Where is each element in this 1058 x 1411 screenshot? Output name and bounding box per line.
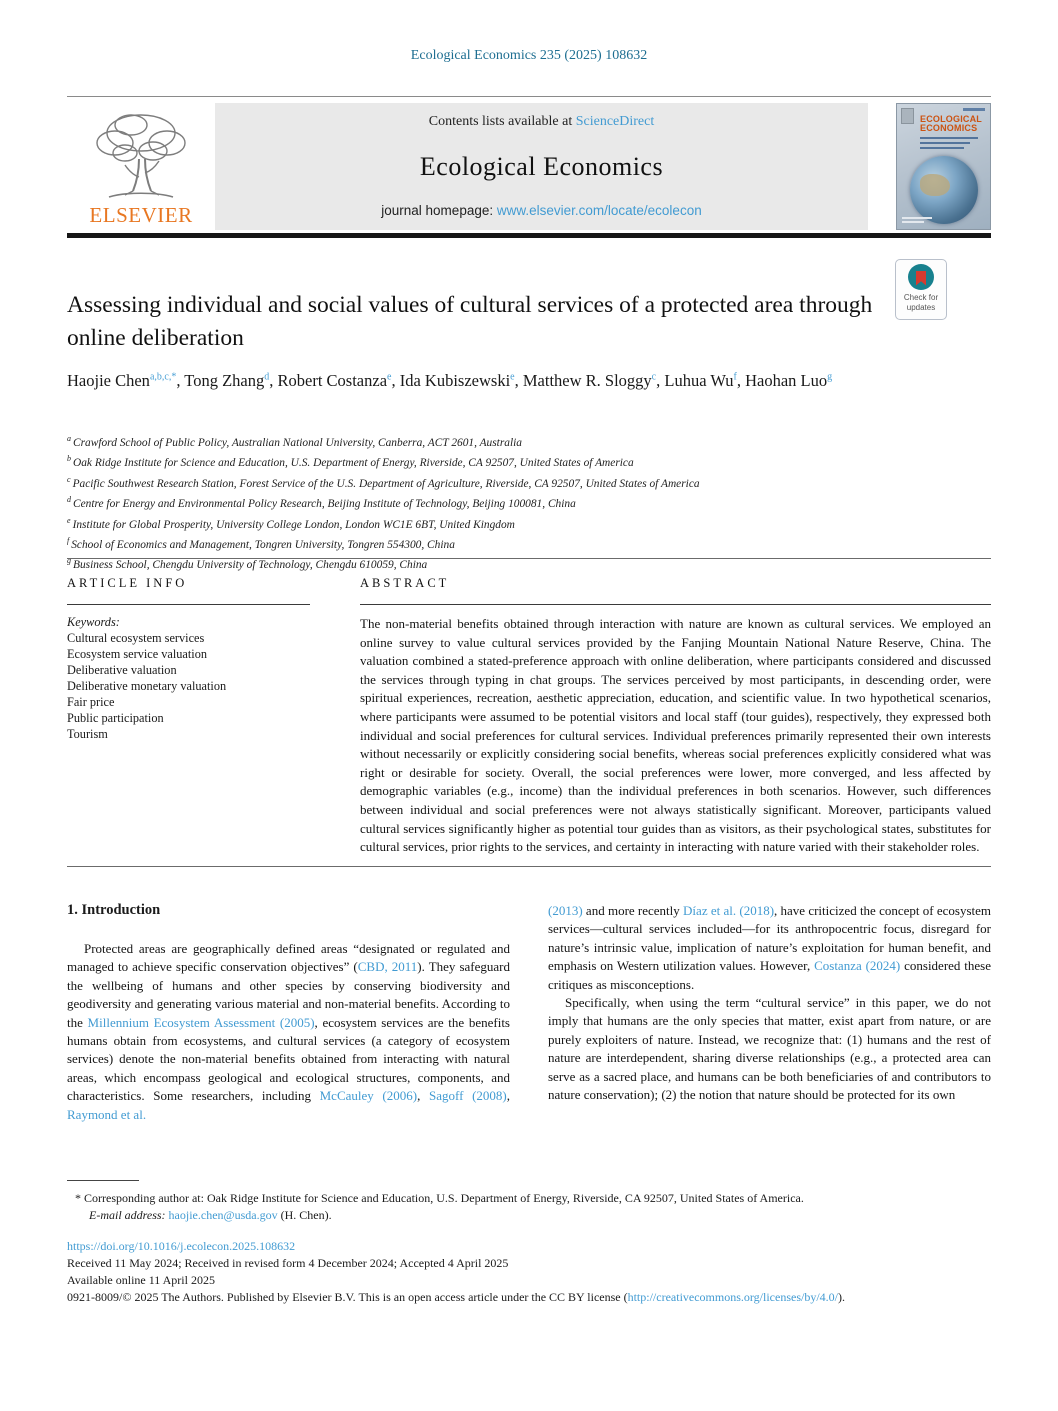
sciencedirect-link[interactable]: ScienceDirect [575,114,655,129]
affiliation-superscript: d [67,495,71,505]
cover-volume-bar [963,108,985,111]
author-separator: , [269,371,278,390]
author-name: Luhua Wu [664,371,734,390]
email-label: E-mail address: [89,1207,169,1222]
paragraph-text: , [506,1088,510,1104]
journal-cover-thumbnail [896,103,991,230]
author [523,371,665,390]
author-name: Matthew R. Sloggy [522,371,652,390]
email-line [67,1207,991,1224]
doi-link[interactable]: https://doi.org/10.1016/j.ecolecon.2025.108632 [67,1239,296,1253]
contents-line [215,114,868,130]
cover-globe-image [910,156,978,224]
header-divider [67,96,991,97]
author-superscript[interactable]: c [651,371,657,383]
paragraph-text: Protected areas are geographically defined areas “designated or regulated and managed to achieve specific conservation objectives” ( [67,941,510,975]
author [184,371,277,390]
section-heading-introduction: 1. Introduction [67,902,161,918]
elsevier-tree-icon [89,107,193,203]
article-title: Assessing individual and social values of cultural services of a protected area through online deliberation [67,292,873,351]
intro-paragraph [548,902,991,994]
affiliation-superscript: c [67,474,71,484]
citation-link[interactable]: Díaz et al. (2018) [683,903,775,918]
affiliation-superscript: a [67,434,71,443]
author-separator: , [176,371,185,390]
affiliation [67,513,991,533]
citation-link[interactable]: CBD, 2011 [357,959,418,975]
journal-title: Ecological Economics [419,151,664,181]
affiliation-text: Centre for Energy and Environmental Policy Research, Beijing Institute of Technology, Beijing 100081, China [73,497,576,510]
corresponding-author-note: * Corresponding author at: Oak Ridge Institute for Science and Education, U.S. Department of Energy, Riverside, CA 92507, United States of America. [75,1191,804,1205]
affiliation-text: Institute for Global Prosperity, University College London, London WC1E 6BT, United Kingdom [72,518,515,531]
author-name: Haojie Chen [67,371,150,390]
affiliation [67,451,991,471]
paragraph-text: and more recently [582,903,684,918]
author-superscript[interactable]: g [827,371,833,383]
license-prefix: 0921-8009/© 2025 The Authors. Published by Elsevier B.V. This is an open access article under the CC BY license ( [67,1290,628,1304]
paragraph-text: , have criticized the concept of ecosystem services—cultural services included—for its anthropocentric focus, disregard for nature’s intrinsic value, implication of nature’s exploitation for human benefit, and emphasis on Western utilization values. However, [548,903,991,974]
article-info-column [67,559,310,866]
affiliation [67,431,991,451]
affiliation-text: School of Economics and Management, Tongren University, Tongren 554300, China [71,538,455,551]
author-list [67,368,907,393]
paragraph-text: , [417,1088,429,1104]
affiliation-text: Crawford School of Public Policy, Australian National University, Canberra, ACT 2601, Australia [73,436,523,449]
cover-subtitle-bar [920,142,970,144]
affiliation-superscript: b [67,454,71,464]
journal-citation: Ecological Economics 235 (2025) 108632 [410,48,648,63]
keyword: Tourism [67,727,108,741]
affiliation-superscript: g [67,556,71,566]
author-superscript[interactable]: a,b,c,* [149,371,177,383]
affiliation-text: Business School, Chengdu University of Technology, Chengdu 610059, China [73,559,428,572]
author-name: Robert Costanza [277,371,388,390]
keyword: Public participation [67,711,164,725]
citation-link[interactable]: (2013) [548,903,583,918]
author-name: Haohan Luo [745,371,828,390]
author-superscript[interactable]: e [510,371,515,383]
banner-bottom-rule [67,233,991,238]
citation-link[interactable]: Raymond et al. [67,1106,147,1122]
affiliation-superscript: e [67,515,71,525]
cover-emblem [901,108,914,124]
article-info-heading: ARTICLE INFO [67,576,188,590]
check-updates-label [904,293,938,312]
affiliation [67,533,991,553]
affiliation-text: Oak Ridge Institute for Science and Education, U.S. Department of Energy, Riverside, CA 92507, United States of America [73,457,634,470]
check-updates-icon [908,264,934,290]
journal-banner [67,103,991,230]
intro-paragraph [67,940,510,1124]
intro-right-column [548,902,991,1178]
cover-title: ECOLOGICAL ECONOMICS [920,114,982,133]
received-dates: Received 11 May 2024; Received in revised form 4 December 2024; Accepted 4 April 2025 [67,1256,509,1270]
footnote-rule [67,1180,139,1181]
abstract-rule [360,604,991,605]
license-line [67,1289,991,1306]
homepage-line [215,203,868,218]
keyword: Fair price [67,695,115,709]
citation-link[interactable]: Millennium Ecosystem Assessment (2005) [87,1014,315,1030]
affiliation [67,472,991,492]
abstract-column [360,559,991,866]
check-for-updates-badge[interactable] [895,259,947,320]
cover-footer-bar [902,217,932,219]
author-separator: , [656,371,665,390]
license-link[interactable]: http://creativecommons.org/licenses/by/4.0/ [627,1290,838,1304]
keyword: Deliberative valuation [67,663,177,677]
citation-link[interactable]: Sagoff (2008) [429,1088,507,1104]
article-info-rule [67,604,310,605]
journal-homepage-link[interactable]: www.elsevier.com/locate/ecolecon [496,203,702,218]
author-separator: , [514,371,523,390]
author [745,371,832,390]
intro-paragraph [548,994,991,1104]
footnotes-section [67,1180,991,1306]
elsevier-wordmark: ELSEVIER [89,203,193,227]
author [400,371,523,390]
banner-center [215,103,868,230]
info-abstract-block [67,558,991,866]
paragraph-text: Specifically, when using the term “cultural service” in this paper, we do not imply that humans are the only species that matter, exist apart from nature, or are purely exploiters of nature. Instead, we recognize that: (1) humans and the rest of nature are interdependent, sharing diverse relationships (e.g., a protected area can serve as a sacred place, and humans can be both beneficiaries of and contributors to nature conservation); (2) the notion that nature should be protected for its own [548,995,991,1103]
abstract-heading: ABSTRACT [360,576,450,590]
affiliation-text: Pacific Southwest Research Station, Forest Service of the U.S. Department of Agriculture, Riverside, CA 92507, United States of America [72,477,700,490]
affiliation-list [67,431,991,574]
cover-subtitle-bar [920,137,978,139]
email-link[interactable]: haojie.chen@usda.gov [168,1207,278,1222]
paragraph-text: considered these critiques as misconceptions. [548,958,991,992]
citation-link[interactable]: Costanza (2024) [814,958,901,974]
intro-left-column [67,902,510,1178]
author-name: Tong Zhang [184,371,265,390]
license-suffix: ). [838,1290,845,1304]
keyword: Deliberative monetary valuation [67,679,227,693]
homepage-prefix: journal homepage: [381,203,497,218]
keyword: Cultural ecosystem services [67,631,205,645]
author-separator: , [736,371,746,390]
introduction-section [67,902,991,1178]
email-suffix: (H. Chen). [277,1207,332,1222]
author [664,371,745,390]
author-superscript[interactable]: f [733,371,737,383]
cover-footer-bar [902,221,924,223]
paragraph-text: , ecosystem services are the benefits humans obtain from ecosystems, and cultural services (a category of ecosystem services) denote the non-material benefits obtained from interacting with natural areas, which encompass geological and ecological structures, components, and characteristics. Some researchers, including [67,1014,510,1104]
abstract-text: The non-material benefits obtained through interaction with nature are known as cultural services. We employed an online survey to value cultural services provided by the Fanjing Mountain National Nature Reserve, China. The valuation combined a stated-preference approach with online deliberation, where participants considered and discussed the services through typing in chat groups. The services perceived by most participants, in descending order, were spiritual experiences, recreation, aesthetic appreciation, education, and scientific value. In two hypothetical scenarios, where participants were assumed to be potential visitors and local staff (tour guides), respectively, they expressed both individual and social preferences for cultural services. Individual preferences primarily represented their own interests without necessarily or explicitly considering social benefits, whereas social preferences explicitly considered what was right or desirable for society. Overall, the social preferences were lower, more converged, and less affected by demographic variables (e.g., income) than the individual preferences in both scenarios. However, such differences between individual and social preferences were not always statistically significant. Moreover, participants valued cultural services significantly higher as potential tour guides than as visitors, as their psychological states, substitutes for cultural services, prior rights to the services, and certainty in interacting with nature varied with their stakeholder roles. [360,616,991,855]
paragraph-text: ). They safeguard the wellbeing of humans and other species by conserving biodiversity and geodiversity and generating various material and non-material benefits. According to the [67,959,510,1030]
contents-prefix: Contents lists available at [428,114,576,129]
keyword: Ecosystem service valuation [67,647,208,661]
affiliation [67,492,991,512]
author-name: Ida Kubiszewski [399,371,511,390]
keywords-label: Keywords: [67,615,120,629]
citation-link[interactable]: McCauley (2006) [319,1088,418,1104]
elsevier-logo [67,103,215,230]
author [278,371,400,390]
author-superscript[interactable]: e [387,371,392,383]
check-updates-line1: Check for [903,293,939,302]
bookmark-icon [916,271,926,286]
cover-subtitle-bar [920,147,964,149]
author-superscript[interactable]: d [264,371,270,383]
affiliation-superscript: f [67,535,70,545]
check-updates-line2: updates [906,302,936,312]
author [67,371,184,390]
author-separator: , [391,371,400,390]
abstract-bottom-rule [67,866,991,867]
available-online: Available online 11 April 2025 [67,1273,215,1287]
